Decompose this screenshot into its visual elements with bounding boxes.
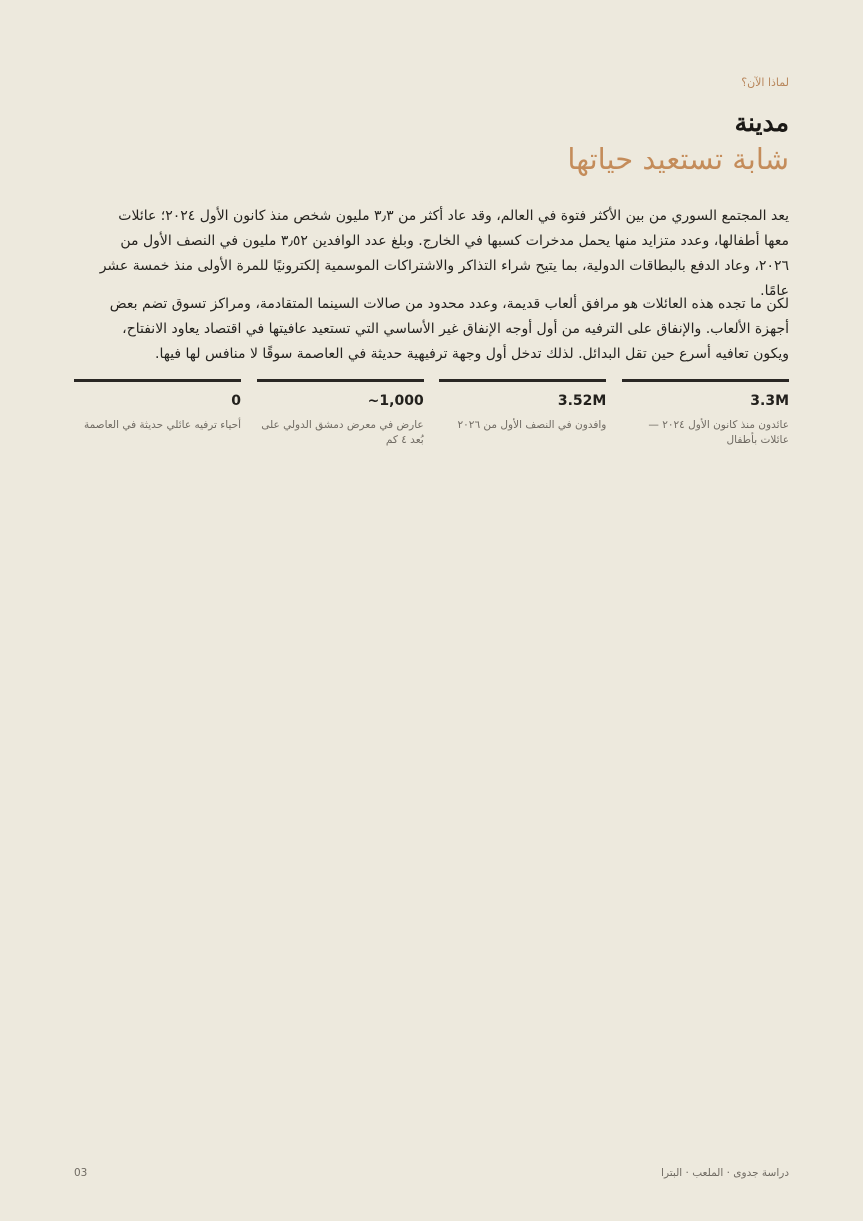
stat-value: ~1,000 — [367, 393, 424, 409]
page-title-line2: شابة تستعيد حياتها — [567, 142, 789, 176]
stat-value: 0 — [231, 393, 242, 409]
page — [74, 0, 789, 1221]
stat-returnees — [622, 379, 789, 448]
page-title-line1: مدينة — [734, 108, 789, 137]
document-title-footer: دراسة جدوى · الملعب · البترا — [661, 1167, 789, 1179]
stat-value: 3.3M — [750, 393, 789, 409]
stat-arrivals — [439, 379, 606, 448]
stats-row — [74, 379, 789, 448]
stat-districts — [74, 379, 241, 448]
page-number: 03 — [74, 1167, 88, 1179]
stat-label: أحياء ترفيه عائلي حديثة في العاصمة — [83, 419, 242, 431]
stat-label: وافدون في النصف الأول من ٢٠٢٦ — [457, 419, 607, 431]
body-paragraph-2: لكن ما تجده هذه العائلات هو مرافق ألعاب قديمة، وعدد محدود من صالات السينما المتقادمة، ومراكز تسوق تضم بعض أجهزة الألعاب. والإنفاق على الترفيه من أول أوجه الإنفاق غير الأساسي التي تستعيد عافيتها في اقتصاد يعاود الانفتاح، ويكون تعافيه أسرع حين تقل البدائل. لذلك تدخل أول وجهة ترفيهية حديثة في العاصمة سوقًا لا منافس لها فيها. — [109, 296, 789, 362]
stat-label: عائدون منذ كانون الأول ٢٠٢٤ — عائلات بأطفال — [648, 419, 789, 446]
section-eyebrow: لماذا الآن؟ — [741, 76, 789, 89]
body-paragraph-1: يعد المجتمع السوري من بين الأكثر فتوة في العالم، وقد عاد أكثر من ٣٫٣ مليون شخص منذ كانون الأول ٢٠٢٤؛ عائلات معها أطفالها، وعدد متزايد منها يحمل مدخرات كسبها في الخارج. وبلغ عدد الوافدين ٣٫٥٢ مليون في النصف الأول من ٢٠٢٦، وعاد الدفع بالبطاقات الدولية، بما يتيح شراء التذاكر والاشتراكات الموسمية إلكترونيًا للمرة الأولى منذ خمسة عشر عامًا. — [99, 208, 789, 299]
stat-value: 3.52M — [557, 393, 607, 409]
stat-label: عارض في معرض دمشق الدولي على بُعد ٤ كم — [261, 419, 424, 446]
stat-exhibitors — [257, 379, 424, 448]
